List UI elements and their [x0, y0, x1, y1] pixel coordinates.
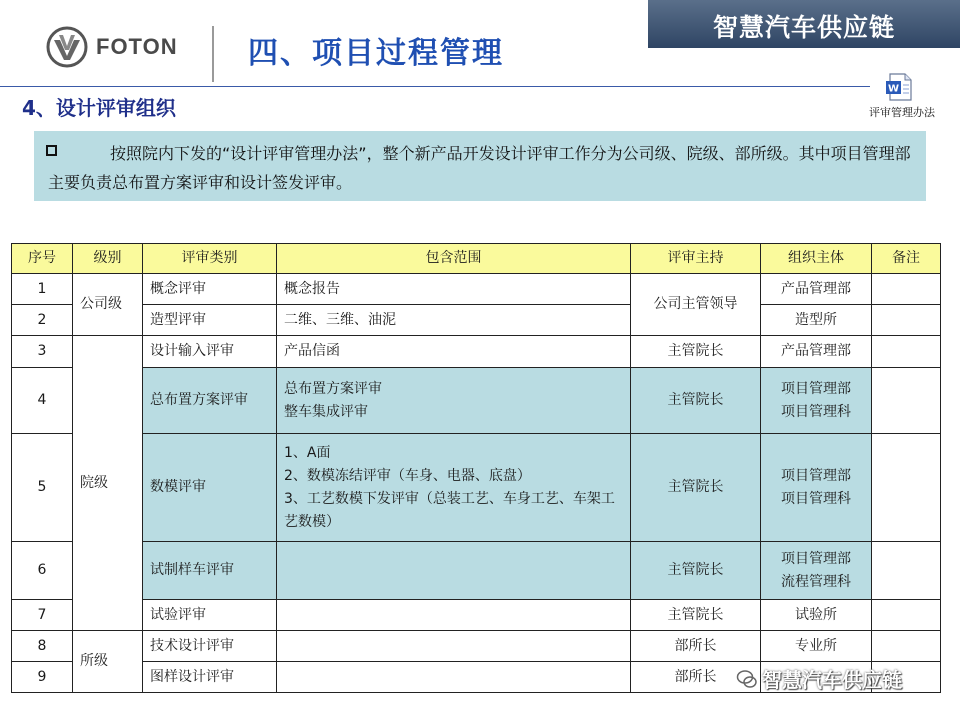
- row-host: 主管院长: [631, 542, 761, 600]
- header-category: 评审类别: [143, 244, 277, 274]
- level-cell: 公司级: [73, 274, 143, 336]
- table-row: [12, 600, 941, 631]
- row-no: 3: [12, 336, 73, 368]
- row-remark: [872, 434, 941, 542]
- row-remark: [872, 542, 941, 600]
- row-remark: [872, 336, 941, 368]
- row-remark: [872, 274, 941, 305]
- row-category: 设计输入评审: [143, 336, 277, 368]
- row-org: [761, 368, 872, 434]
- row-scope: [277, 600, 631, 631]
- svg-text:W: W: [887, 83, 900, 95]
- section-title: 4、设计评审组织: [22, 96, 176, 120]
- org-line: 项目管理部: [781, 380, 851, 397]
- row-no: 1: [12, 274, 73, 305]
- scope-line: 1、A面: [284, 444, 331, 461]
- row-scope: [277, 368, 631, 434]
- row-org: 产品管理部: [761, 274, 872, 305]
- row-no: 6: [12, 542, 73, 600]
- org-line: 流程管理科: [781, 573, 851, 590]
- row-no: 5: [12, 434, 73, 542]
- row-org: 造型所: [761, 305, 872, 336]
- row-category: 概念评审: [143, 274, 277, 305]
- row-category: 试制样车评审: [143, 542, 277, 600]
- note-text: 按照院内下发的“设计评审管理办法”，整个新产品开发设计评审工作分为公司级、院级、部所级。其中项目管理部主要负责总布置方案评审和设计签发评审。: [48, 144, 911, 192]
- watermark: [736, 664, 902, 693]
- table-row: [12, 336, 941, 368]
- row-scope: [277, 434, 631, 542]
- row-org: [761, 542, 872, 600]
- row-no: 7: [12, 600, 73, 631]
- row-category: 数模评审: [143, 434, 277, 542]
- scope-line: 总布置方案评审: [284, 380, 382, 397]
- row-remark: [872, 600, 941, 631]
- header-remark: 备注: [872, 244, 941, 274]
- header-host: 评审主持: [631, 244, 761, 274]
- logo-text: FOTON: [96, 34, 178, 59]
- org-line: 项目管理部: [781, 550, 851, 567]
- row-host: 主管院长: [631, 368, 761, 434]
- row-host: 部所长: [631, 631, 761, 662]
- attachment-label[interactable]: 评审管理办法: [869, 106, 935, 119]
- row-host: 公司主管领导: [631, 274, 761, 336]
- table-header-row: [12, 244, 941, 274]
- level-cell: 所级: [73, 631, 143, 693]
- table-row: [12, 631, 941, 662]
- wechat-icon: [736, 668, 758, 690]
- row-scope: [277, 662, 631, 693]
- row-org: 试验所: [761, 600, 872, 631]
- logo-divider: [212, 26, 214, 82]
- row-category: 技术设计评审: [143, 631, 277, 662]
- scope-line: 3、工艺数模下发评审（总装工艺、车身工艺、车架工艺数模）: [284, 490, 615, 530]
- row-scope: [277, 631, 631, 662]
- scope-line: 2、数模冻结评审（车身、电器、底盘）: [284, 467, 531, 484]
- row-category: 总布置方案评审: [143, 368, 277, 434]
- brand-banner: [648, 0, 960, 48]
- row-scope: [277, 542, 631, 600]
- row-category: 造型评审: [143, 305, 277, 336]
- header-org: 组织主体: [761, 244, 872, 274]
- header-no: 序号: [12, 244, 73, 274]
- row-org: 产品管理部: [761, 336, 872, 368]
- row-remark: [872, 368, 941, 434]
- org-line: 项目管理部: [781, 467, 851, 484]
- row-org: [761, 434, 872, 542]
- row-no: 9: [12, 662, 73, 693]
- row-scope: 产品信函: [277, 336, 631, 368]
- row-no: 4: [12, 368, 73, 434]
- watermark-text: 智慧汽车供应链: [762, 668, 902, 692]
- table-row: [12, 434, 941, 542]
- foton-emblem-icon: [46, 26, 88, 68]
- row-remark: [872, 305, 941, 336]
- row-category: 试验评审: [143, 600, 277, 631]
- row-no: 8: [12, 631, 73, 662]
- level-cell: 院级: [73, 336, 143, 631]
- row-host: 主管院长: [631, 600, 761, 631]
- org-line: 项目管理科: [781, 403, 851, 420]
- header-scope: 包含范围: [277, 244, 631, 274]
- row-remark: [872, 631, 941, 662]
- table-row: [12, 542, 941, 600]
- row-org: 专业所: [761, 631, 872, 662]
- table-row: [12, 305, 941, 336]
- note-box: [34, 131, 926, 201]
- row-scope: 二维、三维、油泥: [277, 305, 631, 336]
- org-line: 项目管理科: [781, 490, 851, 507]
- word-document-icon[interactable]: [884, 72, 914, 102]
- brand-text: 智慧汽车供应链: [712, 13, 895, 42]
- scope-line: 整车集成评审: [284, 403, 368, 420]
- table-row: [12, 274, 941, 305]
- row-host: 部所长: [631, 662, 761, 693]
- row-category: 图样设计评审: [143, 662, 277, 693]
- row-no: 2: [12, 305, 73, 336]
- header-level: 级别: [73, 244, 143, 274]
- row-scope: 概念报告: [277, 274, 631, 305]
- foton-logo: [46, 26, 178, 68]
- row-host: 主管院长: [631, 336, 761, 368]
- slide-title: 四、项目过程管理: [248, 36, 504, 71]
- row-host: 主管院长: [631, 434, 761, 542]
- review-table: [11, 243, 941, 693]
- header-rule: [0, 86, 870, 87]
- table-row: [12, 368, 941, 434]
